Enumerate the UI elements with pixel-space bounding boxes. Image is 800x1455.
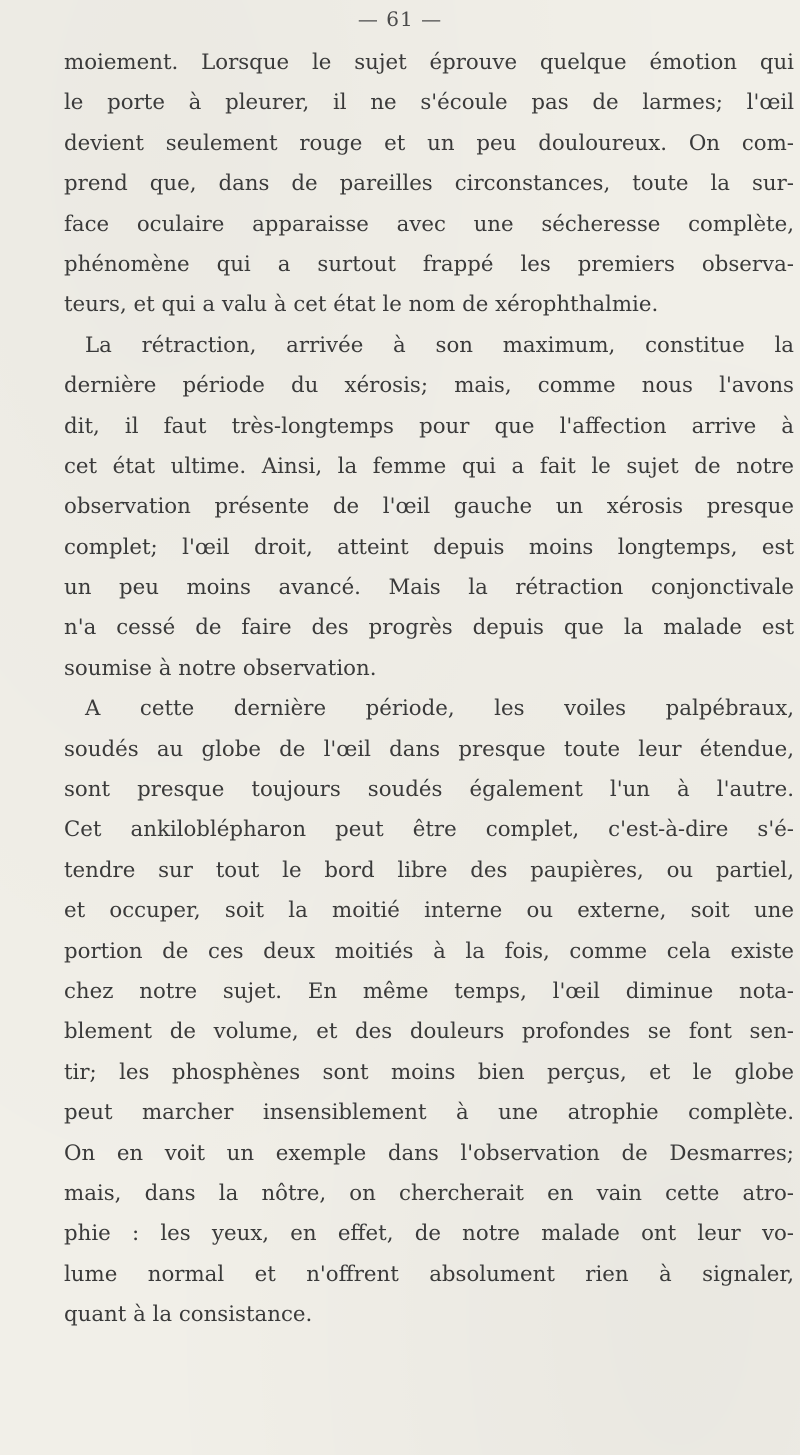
text-line: tir; les phosphènes sont moins bien perçus, et le globe	[64, 1059, 794, 1085]
text-line: portion de ces deux moitiés à la fois, comme cela existe	[64, 938, 794, 964]
text-line: sont presque toujours soudés également l'un à l'autre.	[64, 777, 794, 803]
text-line: devient seulement rouge et un peu douloureux. On com-	[64, 130, 794, 156]
text-line: phénomène qui a surtout frappé les premiers observa-	[64, 251, 794, 277]
text-line: lume normal et n'offrent absolument rien à signaler,	[64, 1261, 794, 1287]
text-line: et occuper, soit la moitié interne ou externe, soit une	[64, 898, 794, 924]
text-line: un peu moins avancé. Mais la rétraction conjonctivale	[64, 575, 794, 601]
body-text	[64, 43, 794, 1336]
text-line: soudés au globe de l'œil dans presque toute leur étendue,	[64, 736, 794, 762]
text-line: blement de volume, et des douleurs profondes se font sen-	[64, 1019, 794, 1045]
text-line: le porte à pleurer, il ne s'écoule pas de larmes; l'œil	[64, 90, 794, 116]
text-line: mais, dans la nôtre, on chercherait en vain cette atro-	[64, 1180, 794, 1206]
text-line: complet; l'œil droit, atteint depuis moins longtemps, est	[64, 534, 794, 560]
text-line: dit, il faut très-longtemps pour que l'affection arrive à	[64, 413, 794, 439]
text-line: soumise à notre observation.	[64, 655, 377, 681]
text-line: face oculaire apparaisse avec une sécheresse complète,	[64, 211, 794, 237]
text-line: A cette dernière période, les voiles palpébraux,	[85, 696, 794, 722]
text-line: La rétraction, arrivée à son maximum, constitue la	[85, 332, 794, 358]
text-line: cet état ultime. Ainsi, la femme qui a fait le sujet de notre	[64, 453, 794, 479]
text-line: tendre sur tout le bord libre des paupières, ou partiel,	[64, 857, 794, 883]
text-line: prend que, dans de pareilles circonstances, toute la sur-	[64, 171, 794, 197]
text-line: On en voit un exemple dans l'observation de Desmarres;	[64, 1140, 794, 1166]
text-line: teurs, et qui a valu à cet état le nom de xérophthalmie.	[64, 292, 659, 318]
text-line: quant à la consistance.	[64, 1302, 313, 1328]
text-line: n'a cessé de faire des progrès depuis que la malade est	[64, 615, 794, 641]
text-line: chez notre sujet. En même temps, l'œil diminue nota-	[64, 978, 794, 1004]
text-line: phie : les yeux, en effet, de notre malade ont leur vo-	[64, 1221, 794, 1247]
text-line: moiement. Lorsque le sujet éprouve quelque émotion qui	[64, 50, 794, 75]
text-line: peut marcher insensiblement à une atrophie complète.	[64, 1100, 794, 1126]
text-line: observation présente de l'œil gauche un xérosis presque	[64, 494, 794, 520]
text-line: Cet ankiloblépharon peut être complet, c'est-à-dire s'é-	[64, 817, 794, 843]
page-number: — 61 —	[357, 7, 443, 31]
text-line: dernière période du xérosis; mais, comme nous l'avons	[64, 373, 794, 399]
